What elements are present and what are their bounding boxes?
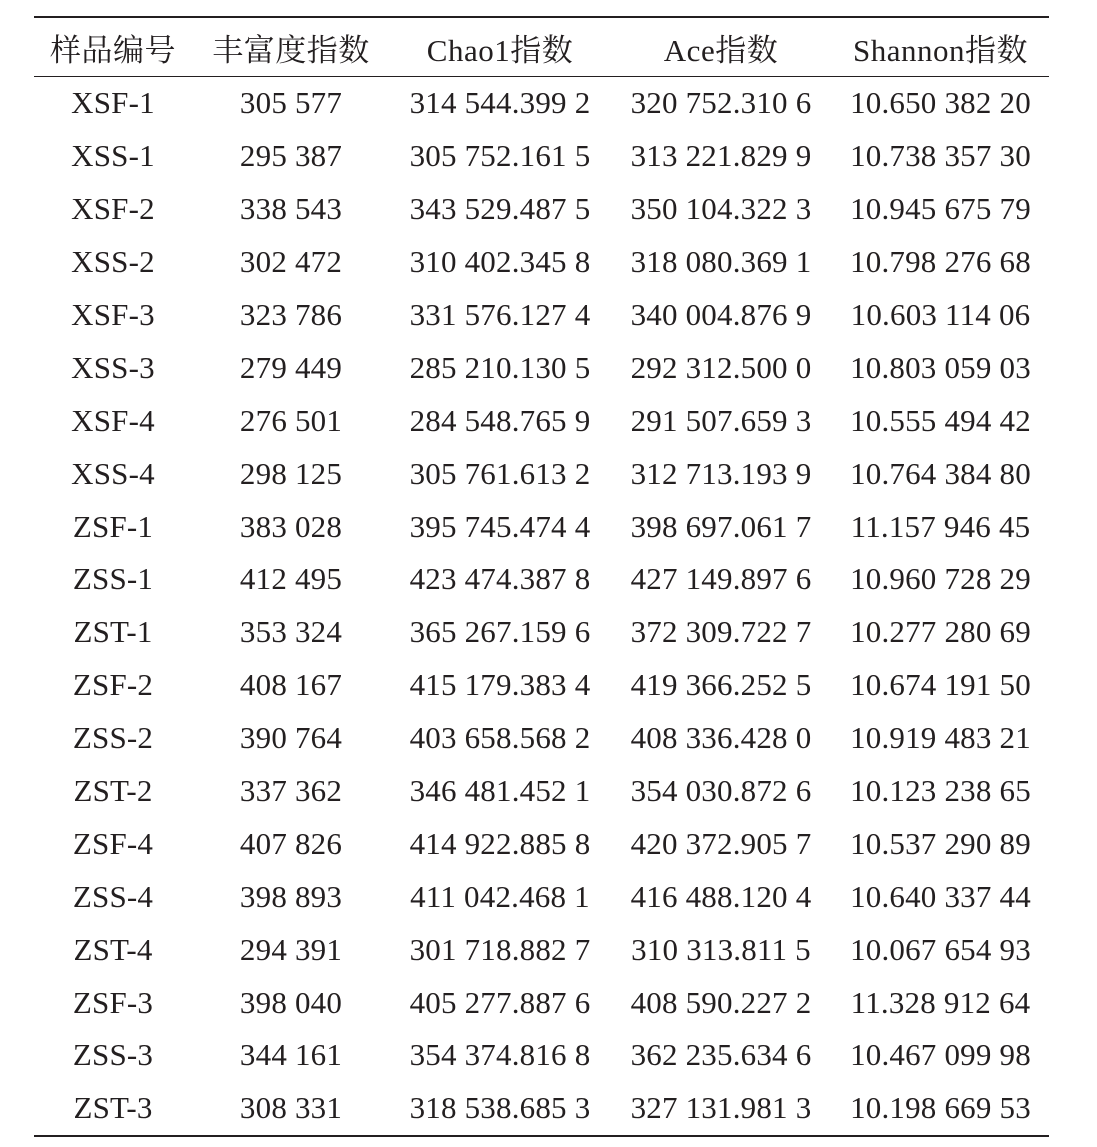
cell-sample-id: XSF-2 xyxy=(71,191,155,227)
cell-richness: 337 362 xyxy=(239,773,343,809)
cell-sample-id: ZST-3 xyxy=(73,1090,153,1126)
table-row xyxy=(34,1082,1049,1136)
cell-richness: 298 125 xyxy=(239,455,343,491)
cell-ace: 327 131.981 3 xyxy=(630,1090,812,1126)
cell-shannon: 10.945 675 79 xyxy=(850,191,1031,227)
document-page xyxy=(34,0,1049,1137)
table-row xyxy=(34,712,1049,765)
cell-richness: 398 893 xyxy=(239,878,343,914)
cell-richness: 323 786 xyxy=(239,297,343,332)
cell-sample-id: ZST-2 xyxy=(73,773,153,809)
cell-richness: 276 501 xyxy=(239,402,343,438)
cell-shannon: 10.277 280 69 xyxy=(850,614,1031,650)
cell-ace: 362 235.634 6 xyxy=(630,1037,812,1073)
table-row xyxy=(34,341,1049,394)
cell-richness: 408 167 xyxy=(239,667,343,703)
cell-shannon: 10.198 669 53 xyxy=(850,1090,1031,1126)
table-row xyxy=(34,553,1049,606)
table-row xyxy=(34,447,1049,500)
diversity-index-table xyxy=(34,16,1049,1137)
cell-richness: 407 826 xyxy=(239,825,343,861)
header-sample-id: 样品编号 xyxy=(50,32,176,69)
cell-chao1: 318 538.685 3 xyxy=(409,1090,591,1126)
cell-chao1: 423 474.387 8 xyxy=(409,561,591,597)
cell-ace: 312 713.193 9 xyxy=(630,455,812,491)
table-row xyxy=(34,870,1049,923)
cell-richness: 308 331 xyxy=(239,1090,343,1126)
cell-shannon: 10.467 099 98 xyxy=(850,1037,1031,1073)
cell-ace: 291 507.659 3 xyxy=(630,402,812,438)
cell-shannon: 10.537 290 89 xyxy=(850,825,1031,861)
cell-shannon: 10.650 382 20 xyxy=(850,85,1031,121)
cell-shannon: 11.328 912 64 xyxy=(850,984,1031,1020)
cell-chao1: 285 210.130 5 xyxy=(409,349,591,385)
cell-shannon: 10.919 483 21 xyxy=(850,720,1031,756)
table-row xyxy=(34,500,1049,553)
cell-ace: 419 366.252 5 xyxy=(630,667,812,703)
cell-chao1: 310 402.345 8 xyxy=(409,244,591,280)
cell-ace: 416 488.120 4 xyxy=(630,878,812,914)
header-chao1-index: Chao1指数 xyxy=(426,32,574,68)
cell-shannon: 10.555 494 42 xyxy=(850,402,1031,438)
header-richness-index: 丰富度指数 xyxy=(212,32,370,69)
cell-shannon: 10.803 059 03 xyxy=(850,349,1031,385)
cell-sample-id: ZSS-2 xyxy=(72,720,154,756)
cell-sample-id: XSF-3 xyxy=(71,297,155,332)
cell-richness: 383 028 xyxy=(239,508,343,544)
cell-ace: 408 590.227 2 xyxy=(630,984,812,1020)
cell-shannon: 10.123 238 65 xyxy=(850,773,1031,809)
cell-chao1: 395 745.474 4 xyxy=(409,508,591,544)
table-row xyxy=(34,765,1049,818)
cell-sample-id: XSS-3 xyxy=(71,349,155,385)
cell-ace: 310 313.811 5 xyxy=(631,931,811,967)
cell-ace: 398 697.061 7 xyxy=(630,508,812,544)
cell-sample-id: ZSS-4 xyxy=(72,878,154,914)
cell-chao1: 415 179.383 4 xyxy=(409,667,591,703)
cell-shannon: 10.674 191 50 xyxy=(850,667,1031,703)
table-row xyxy=(34,976,1049,1029)
table-row xyxy=(34,236,1049,289)
table-body xyxy=(34,77,1049,1136)
cell-richness: 353 324 xyxy=(239,614,343,650)
cell-sample-id: XSS-4 xyxy=(71,455,155,491)
header-row xyxy=(34,17,1049,77)
cell-shannon: 10.798 276 68 xyxy=(850,244,1031,280)
cell-richness: 390 764 xyxy=(239,720,343,756)
cell-sample-id: XSF-1 xyxy=(71,85,155,121)
cell-shannon: 10.603 114 06 xyxy=(850,297,1031,332)
table-row xyxy=(34,130,1049,183)
cropped-caption-remnant xyxy=(34,0,1049,16)
cell-richness: 338 543 xyxy=(239,191,343,227)
cell-ace: 354 030.872 6 xyxy=(630,773,812,809)
cell-ace: 372 309.722 7 xyxy=(630,614,812,650)
table-row xyxy=(34,817,1049,870)
cell-chao1: 305 752.161 5 xyxy=(409,138,591,174)
table-row xyxy=(34,289,1049,342)
cell-chao1: 301 718.882 7 xyxy=(409,931,591,967)
cell-richness: 344 161 xyxy=(239,1037,343,1073)
cell-sample-id: ZST-1 xyxy=(73,614,153,650)
cell-richness: 398 040 xyxy=(239,984,343,1020)
cell-chao1: 365 267.159 6 xyxy=(409,614,591,650)
table-row xyxy=(34,1029,1049,1082)
header-shannon-index: Shannon指数 xyxy=(853,32,1028,68)
table-row xyxy=(34,394,1049,447)
cell-sample-id: XSS-2 xyxy=(71,244,155,280)
cell-ace: 408 336.428 0 xyxy=(630,720,812,756)
cell-sample-id: ZSF-3 xyxy=(72,984,154,1020)
cell-ace: 292 312.500 0 xyxy=(630,349,812,385)
cell-sample-id: ZSF-4 xyxy=(72,825,154,861)
cell-chao1: 314 544.399 2 xyxy=(409,85,591,121)
cell-chao1: 343 529.487 5 xyxy=(409,191,591,227)
cell-chao1: 411 042.468 1 xyxy=(410,878,590,914)
cell-chao1: 403 658.568 2 xyxy=(409,720,591,756)
table-header xyxy=(34,17,1049,77)
cell-chao1: 414 922.885 8 xyxy=(409,825,591,861)
cell-shannon: 11.157 946 45 xyxy=(850,508,1031,544)
cell-shannon: 10.960 728 29 xyxy=(850,561,1031,597)
cell-richness: 412 495 xyxy=(239,561,343,597)
cell-richness: 305 577 xyxy=(239,85,343,121)
cell-chao1: 405 277.887 6 xyxy=(409,984,591,1020)
cell-richness: 294 391 xyxy=(239,931,343,967)
cell-ace: 320 752.310 6 xyxy=(630,85,812,121)
cell-ace: 313 221.829 9 xyxy=(630,138,812,174)
cell-chao1: 346 481.452 1 xyxy=(409,773,591,809)
cell-shannon: 10.640 337 44 xyxy=(850,878,1031,914)
cell-chao1: 354 374.816 8 xyxy=(409,1037,591,1073)
cell-sample-id: ZSS-1 xyxy=(72,561,154,597)
cell-shannon: 10.764 384 80 xyxy=(850,455,1031,491)
cell-shannon: 10.738 357 30 xyxy=(850,138,1031,174)
cell-richness: 302 472 xyxy=(239,244,343,280)
cell-sample-id: XSF-4 xyxy=(71,402,155,438)
table-row xyxy=(34,606,1049,659)
table-row xyxy=(34,77,1049,130)
cell-shannon: 10.067 654 93 xyxy=(850,931,1031,967)
cell-sample-id: XSS-1 xyxy=(71,138,155,174)
cell-chao1: 305 761.613 2 xyxy=(409,455,591,491)
cell-sample-id: ZSF-2 xyxy=(72,667,154,703)
cell-richness: 279 449 xyxy=(239,349,343,385)
cell-ace: 420 372.905 7 xyxy=(630,825,812,861)
cell-chao1: 331 576.127 4 xyxy=(409,297,591,332)
cell-sample-id: ZSF-1 xyxy=(72,508,154,544)
cell-sample-id: ZST-4 xyxy=(73,931,153,967)
cell-sample-id: ZSS-3 xyxy=(72,1037,154,1073)
cell-ace: 340 004.876 9 xyxy=(630,297,812,332)
cell-chao1: 284 548.765 9 xyxy=(409,402,591,438)
header-ace-index: Ace指数 xyxy=(663,32,779,68)
cell-ace: 318 080.369 1 xyxy=(630,244,812,280)
table-row xyxy=(34,183,1049,236)
table-row xyxy=(34,923,1049,976)
cell-ace: 427 149.897 6 xyxy=(630,561,812,597)
cell-ace: 350 104.322 3 xyxy=(630,191,812,227)
table-row xyxy=(34,659,1049,712)
cell-richness: 295 387 xyxy=(239,138,343,174)
